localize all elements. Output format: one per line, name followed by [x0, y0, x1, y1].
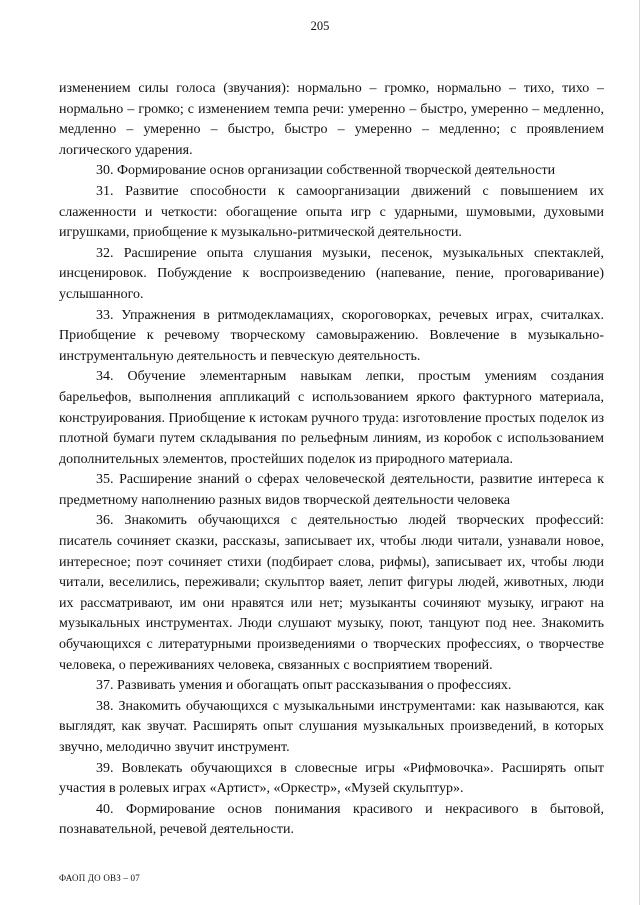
paragraph-35: 35. Расширение знаний о сферах человеческой деятельности, развитие интереса к предметному наполнению разных видов творческой деятельности человека: [59, 472, 604, 508]
page-content: [59, 79, 604, 841]
paragraph-37: 37. Развивать умения и обогащать опыт рассказывания о профессиях.: [96, 678, 512, 694]
paragraph-39: 39. Вовлекать обучающихся в словесные игры «Рифмовочка». Расширять опыт участия в ролевых играх «Артист», «Оркестр», «Музей скульптур».: [59, 760, 604, 797]
paragraph-40: 40. Формирование основ понимания красивого и некрасивого в бытовой, познавательной, речевой деятельности.: [59, 801, 604, 838]
paragraph-33: 33. Упражнения в ритмодекламациях, скороговорках, речевых играх, считалках. Приобщение к речевому творческому самовыражению. Вовлечение в музыкально-инструментальную деятельность и певческую деятельность.: [59, 307, 604, 364]
paragraph-32: 32. Расширение опыта слушания музыки, песенок, музыкальных спектаклей, инсценировок. Побуждение к воспроизведению (напевание, пение, проговаривание) услышанного.: [59, 245, 604, 302]
paragraph-34: 34. Обучение элементарным навыкам лепки, простым умениям создания барельефов, выполнения аппликаций с использованием яркого фактурного материала, конструирования. Приобщение к истокам ручного труда: изготовление простых поделок из плотной бумаги путем складывания по рельефным линиям, из коробок с использованием дополнительных элементов, простейших поделок из природного материала.: [59, 369, 604, 467]
paragraph-36: 36. Знакомить обучающихся с деятельностью людей творческих профессий: писатель сочиняет сказки, рассказы, записывает их, чтобы люди читали, узнавали новое, интересное; поэт сочиняет стихи (подбирает слова, рифмы), записывает их, чтобы люди читали, веселились, переживали; скульптор ваяет, лепит фигуры людей, животных, люди их рассматривают, им они нравятся или нет; музыканты сочиняют музыку, играют на музыкальных инструментах. Люди слушают музыку, поют, танцуют под нее. Знакомить обучающихся с литературными произведениями о творческих профессиях, о творчестве человека, о переживаниях человека, связанных с восприятием творений.: [59, 513, 604, 673]
page-footer: ФАОП ДО ОВЗ – 07: [59, 873, 140, 883]
paragraph-continuation: изменением силы голоса (звучания): нормально – громко, нормально – тихо, тихо – нормально – громко; с изменением темпа речи: умеренно – быстро, умеренно – медленно, медленно – умеренно – быстро, быстро – умеренно – медленно; с проявлением логического ударения.: [59, 81, 604, 158]
paragraph-30: 30. Формирование основ организации собственной творческой деятельности: [96, 163, 556, 179]
paragraph-38: 38. Знакомить обучающихся с музыкальными инструментами: как называются, как выглядят, как звучат. Расширять опыт слушания музыкальных произведений, в которых звучно, мелодично звучит инструмент.: [59, 698, 604, 755]
page-number: 205: [310, 19, 330, 33]
paragraph-31: 31. Развитие способности к самоорганизации движений с повышением их слаженности и четкости: обогащение опыта игр с ударными, шумовыми, духовыми игрушками, приобщение к музыкально-ритмической деятельности.: [59, 183, 604, 241]
